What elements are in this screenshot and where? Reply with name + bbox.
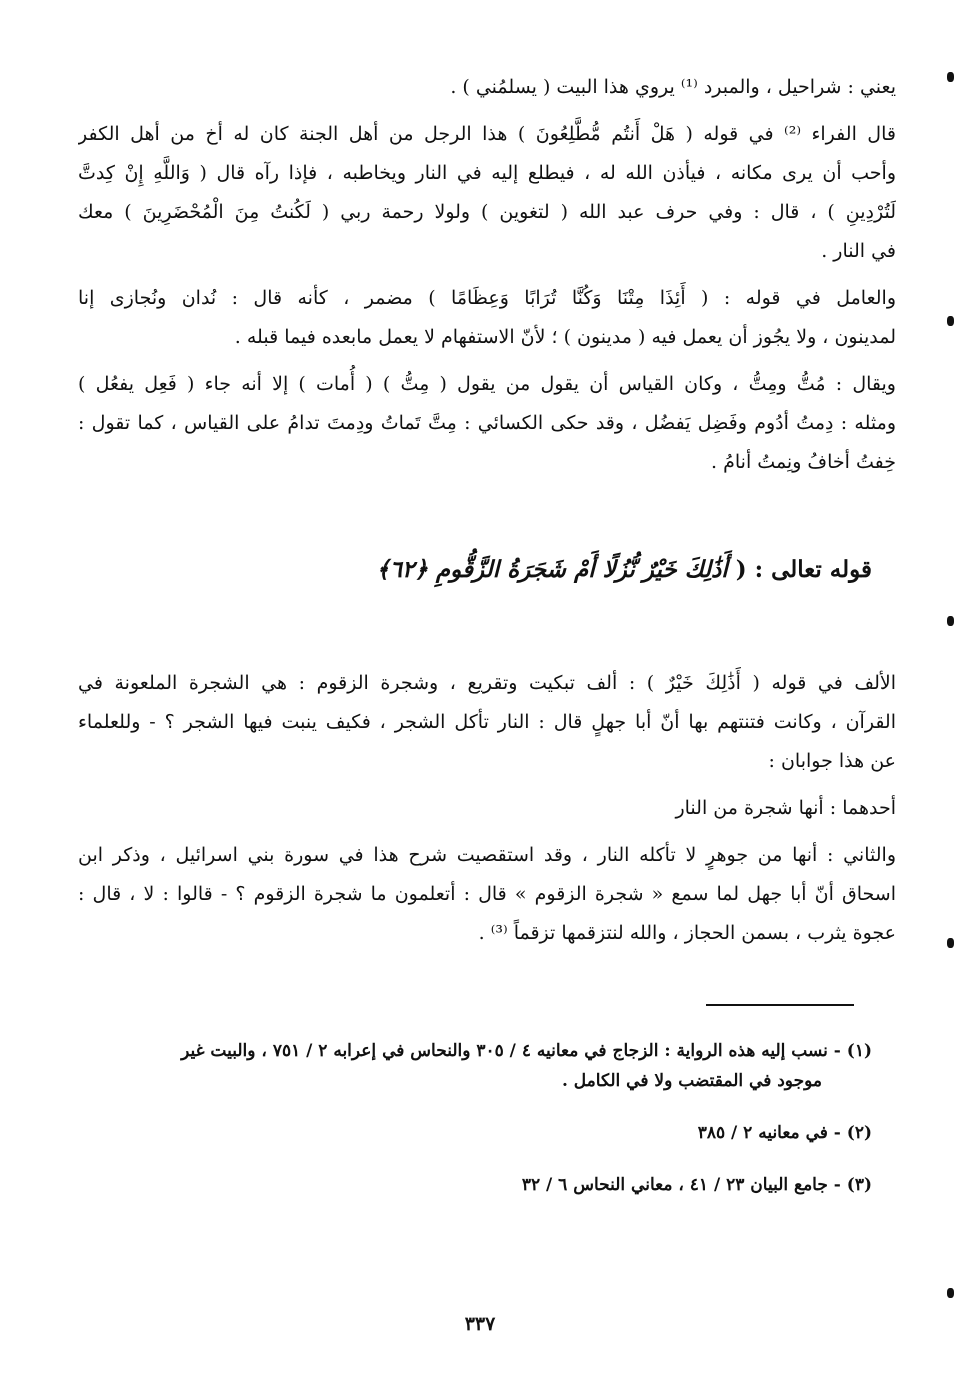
text-line: أحدهما : أنها شجرة من النار <box>675 797 896 819</box>
text-line: قال الفراء ⁽²⁾ في قوله ( هَلْ أَنتُم مُّطَّلِعُونَ ) هذا الرجل من أهل الجنة كان له أخ من أهل الكفر <box>78 123 896 145</box>
footnote-text: (١) - نسب إليه هذه الرواية : الزجاج في معانيه ٤ / ٣٠٥ والنحاس في إعرابه ٢ / ٧٥١ ، والبيت غير <box>181 1041 872 1061</box>
binding-mark <box>947 316 954 326</box>
binding-mark <box>947 1288 954 1298</box>
text-line: لَتُرْدِينِ ) ، قال : وفي حرف عبد الله ( لتغوين ) ولولا رحمة ربي ( لَكُنتُ مِنَ الْمُحْضَرِينَ ) معك <box>78 201 896 223</box>
paragraph-7 <box>78 836 896 953</box>
verse-heading <box>376 556 872 583</box>
paragraph-6 <box>78 789 896 828</box>
paragraph-2 <box>78 115 896 271</box>
paragraph-1 <box>78 68 896 107</box>
footnote-text: (٢) - في معانيه ٢ / ٣٨٥ <box>697 1123 872 1143</box>
paragraph-4 <box>78 365 896 482</box>
text-line: يعني : شراحيل ، والمبرد ⁽¹⁾ يروي هذا البيت ( يسلمُني ) . <box>450 76 896 98</box>
text-line: لمدينون ، ولا يجُوز أن يعمل فيه ( مدينون ) ؛ لأنّ الاستفهام لا يعمل مابعده فيما قبله . <box>234 326 896 348</box>
page-body <box>78 68 896 490</box>
footnote-separator <box>706 1004 854 1006</box>
binding-mark <box>947 72 954 82</box>
footnotes <box>82 1036 872 1222</box>
text-line: عجوة يثرب ، بسمن الحجاز ، والله لنتزقمها تزقماً ⁽³⁾ . <box>478 922 896 944</box>
text-line: اسحاق أنّ أبا جهل لما سمع « شجرة الزقوم » قال : أتعلمون ما شجرة الزقوم ؟ - قالوا : لا ، قال : <box>78 883 896 905</box>
footnote-2 <box>82 1118 872 1148</box>
page-number: ٣٣٧ <box>464 1313 496 1335</box>
text-line: ويقال : مُتُّ ومِتُّ ، وكان القياس أن يقول من يقول ( مِتُّ ) ( أُمات ) إلا أنه جاء ( فَعِل يفعُل ) <box>78 373 896 395</box>
text-line: ومثله : دِمتُ أدُوم وفَضِل يَفضُل ، وقد حكى الكسائي : مِتَّ تَماتُ ودِمتَ تدامُ على القياس ، كما تقول : <box>78 412 896 434</box>
text-line: والعامل في قوله : ( أَئِذَا مِتْنَا وَكُنَّا تُرَابًا وَعِظَامًا ) مضمر ، كأنه قال : نُدان ونُجازى إنا <box>78 287 896 309</box>
text-line: القرآن ، وكانت فتنتهم بها أنّ أبا جهلٍ قال : النار تأكل الشجر ، فكيف ينبت فيها الشجر ؟ - وللعلماء <box>78 711 896 733</box>
text-line: خِفتُ أخافُ ونِمتُ أنامُ . <box>711 451 896 473</box>
binding-mark <box>947 938 954 948</box>
verse-heading-label: قوله تعالى : ( <box>735 556 872 583</box>
verse-text: أَذَٰلِكَ خَيْرٌ نُّزُلًا أَمْ شَجَرَةُ الزَّقُّومِ ﴿٦٢﴾ <box>376 556 728 583</box>
text-line: في النار . <box>821 240 896 262</box>
footnote-1 <box>82 1036 872 1096</box>
page-body-lower <box>78 664 896 961</box>
footnote-text: موجود في المقتضب ولا في الكامل . <box>561 1071 822 1091</box>
text-line: الألف في قوله ( أَذَٰلِكَ خَيْرٌ ) : ألف تبكيت وتقريع ، وشجرة الزقوم : هي الشجرة الملعونة في <box>78 672 896 694</box>
text-line: وأحب أن يرى مكانه ، فيأذن الله له ، فيطلع إليه في النار ويخاطبه ، فإذا رآه قال ( وَاللَّهِ إِنْ كِدتَّ <box>78 162 896 184</box>
text-line: والثاني : أنها من جوهرٍ لا تأكله النار ، وقد استقصيت شرح هذا في سورة بني اسرائيل ، وذكر ابن <box>78 844 896 866</box>
text-line: عن هذا جوابان : <box>768 750 896 772</box>
binding-mark <box>947 616 954 626</box>
paragraph-5 <box>78 664 896 781</box>
footnote-text: (٣) - جامع البيان ٢٣ / ٤١ ، معاني النحاس ٦ / ٣٢ <box>521 1175 872 1195</box>
paragraph-3 <box>78 279 896 357</box>
footnote-3 <box>82 1170 872 1200</box>
